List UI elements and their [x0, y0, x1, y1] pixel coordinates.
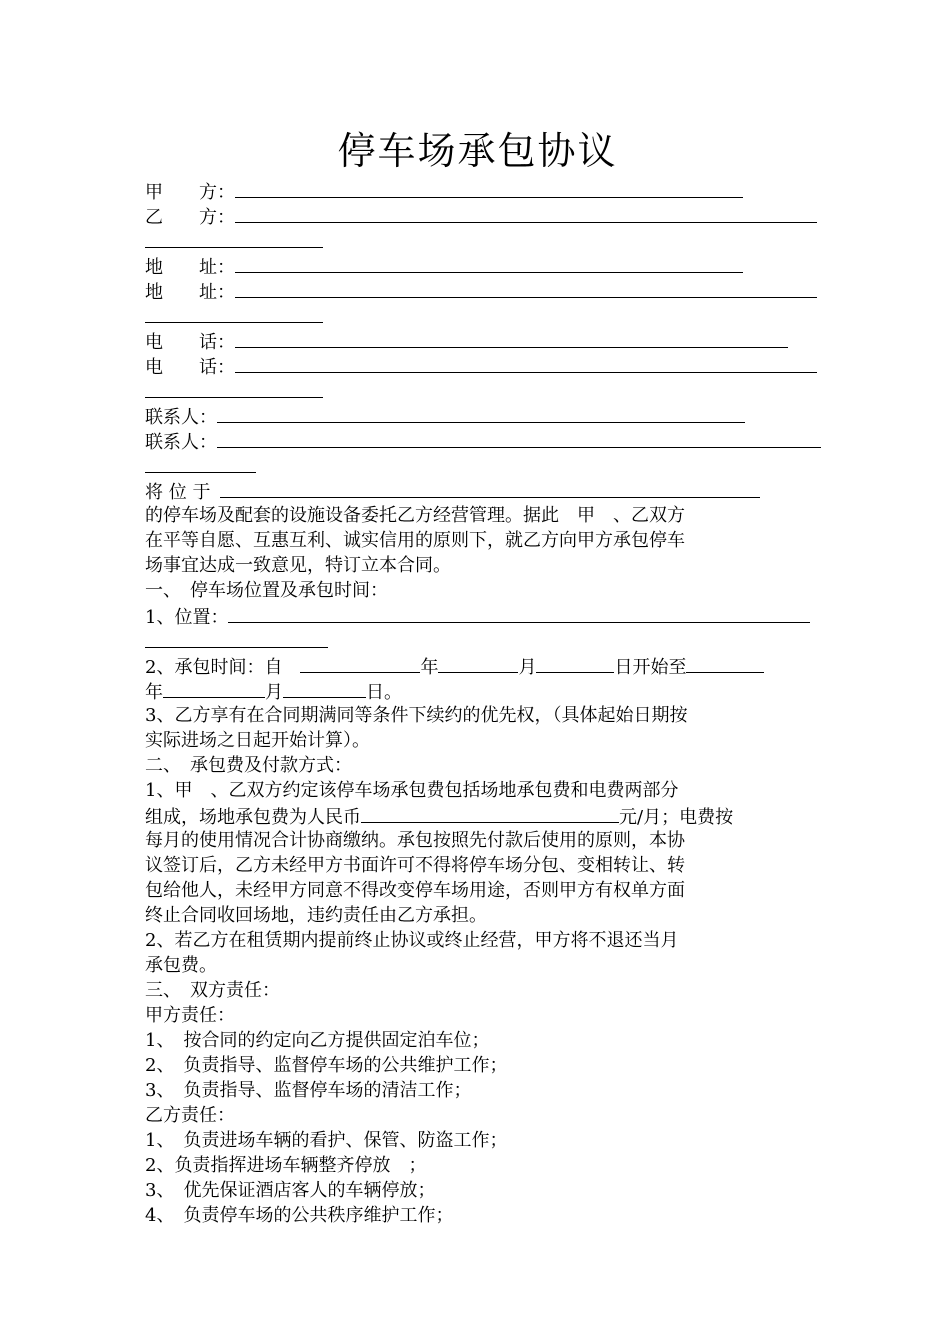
s1-item2-line: [145, 653, 810, 678]
party-a-duties-heading: 甲方责任：: [145, 1005, 235, 1026]
s1-item2-line-cont: [145, 678, 810, 703]
position-field-cont[interactable]: [145, 628, 328, 648]
party-b-field[interactable]: [235, 203, 817, 223]
section3-heading: 三、 双方责任：: [145, 980, 280, 1001]
month-label-2: 月: [265, 682, 283, 703]
s2-p2-l1: 2、若乙方在租赁期内提前终止协议或终止经营，甲方将不退还当月: [145, 930, 679, 951]
list-item: 3、 负责指导、监督停车场的清洁工作；: [145, 1080, 472, 1101]
address-a-line: [145, 253, 810, 278]
start-month-field[interactable]: [438, 653, 518, 673]
s2-p1-l1: 1、甲 、乙双方约定该停车场承包费包括场地承包费和电费两部分: [145, 780, 679, 801]
section2-heading: 二、 承包费及付款方式：: [145, 755, 352, 776]
intro-line-3: 在平等自愿、互惠互利、诚实信用的原则下，就乙方向甲方承包停车: [145, 530, 685, 551]
s2-p1-l5: 包给他人，未经甲方同意不得改变停车场用途，否则甲方有权单方面: [145, 880, 685, 901]
start-day-field[interactable]: [536, 653, 614, 673]
phone-a-line: [145, 328, 810, 353]
s2-p1-l3: 每月的使用情况合计协商缴纳。承包按照先付款后使用的原则，本协: [145, 830, 685, 851]
s2-p1-l6: 终止合同收回场地，违约责任由乙方承担。: [145, 905, 487, 926]
phone-b-field-cont[interactable]: [145, 378, 323, 398]
phone-b-line-cont: [145, 378, 810, 403]
position-field[interactable]: [228, 603, 810, 623]
contact-b-label: 联系人：: [145, 432, 217, 453]
contact-a-label: 联系人：: [145, 407, 217, 428]
contact-a-line: [145, 403, 810, 428]
phone-b-line: [145, 353, 810, 378]
end-month-field[interactable]: [163, 678, 265, 698]
location-field[interactable]: [220, 478, 760, 498]
section1-heading: 一、 停车场位置及承包时间：: [145, 580, 388, 601]
party-b-line: [145, 203, 810, 228]
s1-item1-line: [145, 603, 810, 628]
s2-p1-l4: 议签订后，乙方未经甲方书面许可不得将停车场分包、变相转让、转: [145, 855, 685, 876]
fee-suffix: 元/月；电费按: [619, 807, 734, 828]
list-item: 1、 按合同的约定向乙方提供固定泊车位；: [145, 1030, 490, 1051]
list-item: 4、 负责停车场的公共秩序维护工作；: [145, 1205, 454, 1226]
period-prefix: 2、承包时间：自: [145, 657, 301, 678]
address-b-field-cont[interactable]: [145, 303, 323, 323]
contact-a-field[interactable]: [217, 403, 745, 423]
year-label-2: 年: [145, 682, 163, 703]
phone-b-field[interactable]: [235, 353, 817, 373]
party-b-label: 乙 方：: [145, 207, 235, 228]
list-item: 3、 优先保证酒店客人的车辆停放；: [145, 1180, 436, 1201]
address-a-field[interactable]: [235, 253, 743, 273]
day-end-label: 日。: [366, 682, 402, 703]
month-label: 月: [518, 657, 537, 678]
start-year-field[interactable]: [300, 653, 420, 673]
party-b-duties-heading: 乙方责任：: [145, 1105, 235, 1126]
party-a-label: 甲 方：: [145, 182, 235, 203]
s1-item3-l1: 3、乙方享有在合同期满同等条件下续约的优先权，（具体起始日期按: [145, 705, 688, 726]
fee-prefix: 组成，场地承包费为人民币: [145, 807, 361, 828]
phone-a-label: 电 话：: [145, 332, 235, 353]
contact-b-line: [145, 428, 810, 453]
end-day-field[interactable]: [283, 678, 366, 698]
year-label: 年: [420, 657, 439, 678]
s1-item1-label: 1、位置：: [145, 607, 229, 628]
contact-b-line-cont: [145, 453, 810, 478]
s1-item3-l2: 实际进场之日起开始计算）。: [145, 730, 370, 751]
intro-line-1: [145, 478, 810, 503]
fee-amount-field[interactable]: [361, 803, 619, 823]
contact-b-field[interactable]: [217, 428, 821, 448]
phone-b-label: 电 话：: [145, 357, 235, 378]
end-year-field[interactable]: [686, 653, 764, 673]
intro-lead: 将 位 于: [145, 482, 211, 503]
address-a-label: 地 址：: [145, 257, 235, 278]
phone-a-field[interactable]: [235, 328, 788, 348]
party-a-line: [145, 178, 810, 203]
s2-p1-l2: [145, 803, 810, 828]
contact-b-field-cont[interactable]: [145, 453, 256, 473]
party-a-field[interactable]: [235, 178, 743, 198]
party-b-line-cont: [145, 228, 810, 253]
party-b-field-cont[interactable]: [145, 228, 323, 248]
address-b-field[interactable]: [235, 278, 817, 298]
intro-line-4: 场事宜达成一致意见，特订立本合同。: [145, 555, 451, 576]
day-start-label: 日开始至: [614, 657, 687, 678]
page-title: 停车场承包协议: [337, 129, 618, 173]
intro-line-2: 的停车场及配套的设施设备委托乙方经营管理。据此 甲 、乙双方: [145, 505, 685, 526]
s1-item1-line-cont: [145, 628, 810, 653]
list-item: 2、 负责指导、监督停车场的公共维护工作；: [145, 1055, 508, 1076]
address-b-line-cont: [145, 303, 810, 328]
address-b-label: 地 址：: [145, 282, 235, 303]
contract-body: [145, 124, 810, 1228]
s2-p2-l2: 承包费。: [145, 955, 217, 976]
list-item: 1、 负责进场车辆的看护、保管、防盗工作；: [145, 1130, 508, 1151]
address-b-line: [145, 278, 810, 303]
list-item: 2、负责指挥进场车辆整齐停放 ；: [145, 1155, 427, 1176]
